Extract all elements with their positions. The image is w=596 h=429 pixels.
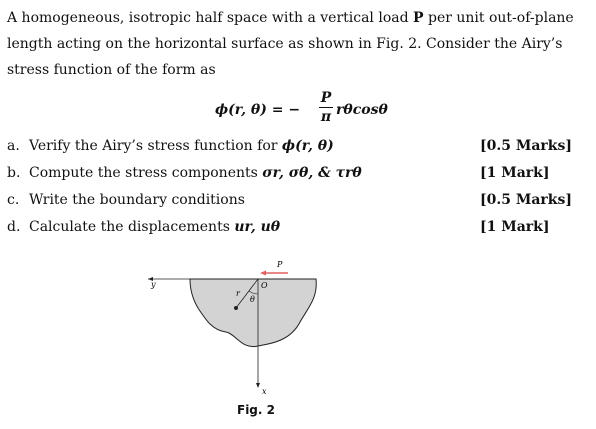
question-a xyxy=(7,137,587,155)
x-axis-arrowhead xyxy=(256,383,260,388)
label-theta: θ xyxy=(250,295,255,304)
equation-denominator: π xyxy=(320,109,332,125)
question-marks: [0.5 Marks] xyxy=(480,138,573,154)
question-d xyxy=(7,218,587,236)
question-label: d. xyxy=(7,219,21,235)
question-text: Compute the stress components xyxy=(29,165,263,181)
problem-statement xyxy=(7,5,589,83)
question-math: ur, uθ xyxy=(234,219,281,235)
point-marker xyxy=(234,306,238,310)
question-label: b. xyxy=(7,165,21,181)
intro-text-1: A homogeneous, isotropic half space with a vertical load xyxy=(7,10,414,26)
half-space-region xyxy=(190,279,316,347)
question-b xyxy=(7,164,587,182)
question-text: Write the boundary conditions xyxy=(29,192,245,208)
intro-text-2: per unit out-of-plane length acting on the horizontal surface as shown in Fig. 2. Consider the Airy’s stress function of the form as xyxy=(7,10,574,78)
load-arrow-head xyxy=(260,271,266,276)
airy-stress-function-equation xyxy=(215,90,415,130)
label-y: y xyxy=(151,280,156,289)
question-marks: [1 Mark] xyxy=(480,165,550,181)
equation-rhs: rθcosθ xyxy=(336,102,388,118)
question-text: Verify the Airy’s stress function for xyxy=(29,138,282,154)
question-label: a. xyxy=(7,138,20,154)
equation-fraction xyxy=(319,90,333,125)
question-math: σr, σθ, & τrθ xyxy=(262,165,362,181)
question-marks: [1 Mark] xyxy=(480,219,550,235)
equation-lhs: ϕ(r, θ) = − xyxy=(215,102,301,118)
question-marks: [0.5 Marks] xyxy=(480,192,573,208)
figure-caption: Fig. 2 xyxy=(237,403,275,417)
label-r: r xyxy=(236,289,240,298)
equation-numerator: P xyxy=(320,90,332,106)
label-P: P xyxy=(277,260,283,269)
question-c xyxy=(7,191,587,209)
load-symbol: P xyxy=(413,10,424,26)
question-label: c. xyxy=(7,192,20,208)
label-O: O xyxy=(261,281,268,290)
label-x: x xyxy=(262,387,267,396)
half-space-figure xyxy=(140,250,320,410)
fraction-bar xyxy=(319,107,333,108)
question-math: ϕ(r, θ) xyxy=(281,138,334,154)
question-text: Calculate the displacements xyxy=(29,219,235,235)
